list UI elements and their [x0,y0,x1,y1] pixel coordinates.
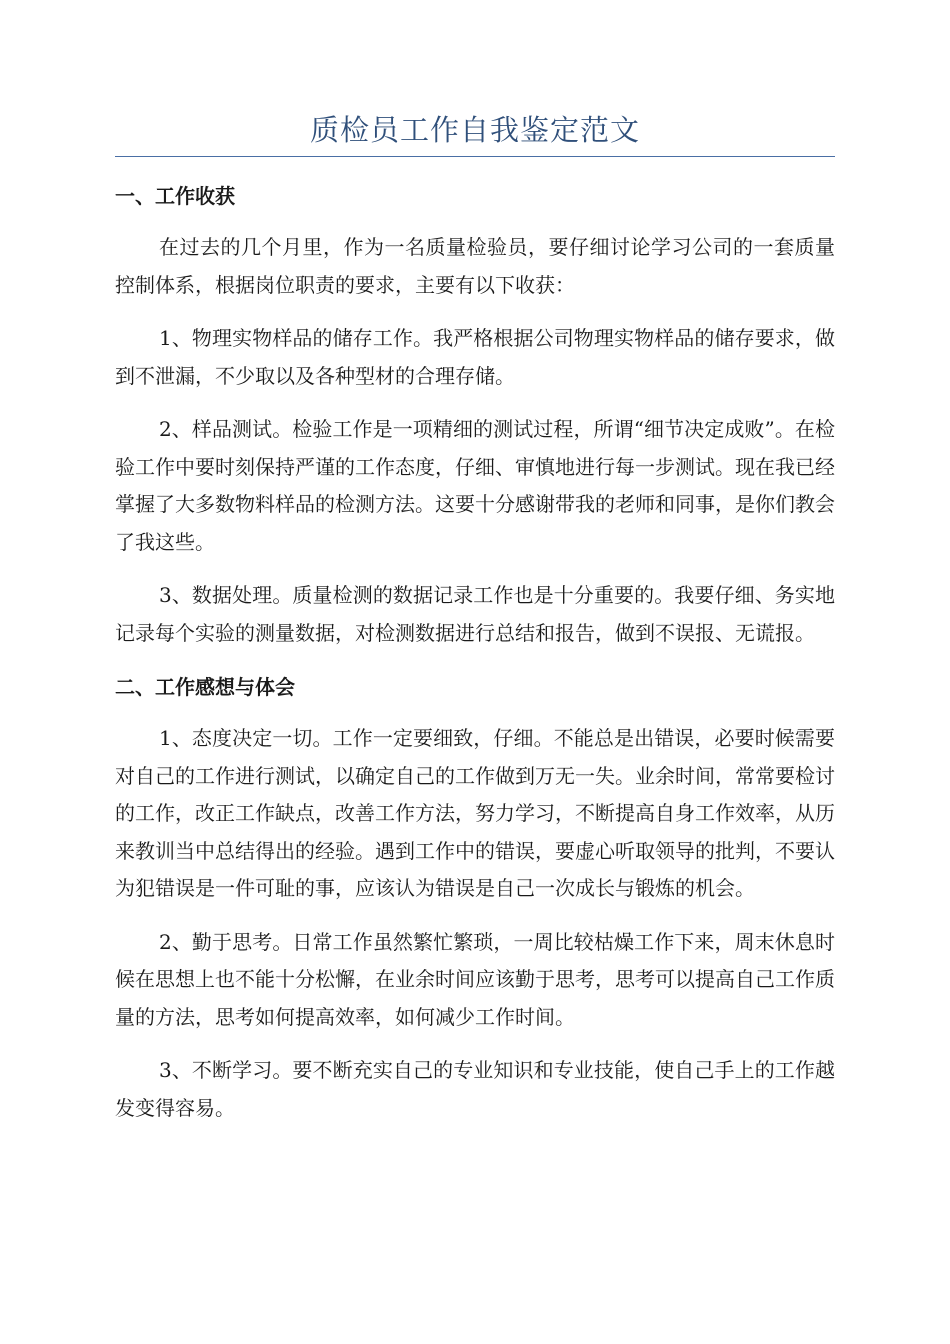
section-heading-reflections: 二、工作感想与体会 [115,675,295,699]
document-page [115,110,835,1127]
paragraph-attitude: 1、态度决定一切。工作一定要细致，仔细。不能总是出错误，必要时候需要对自己的工作进行测试，以确定自己的工作做到万无一失。业余时间，常常要检讨的工作，改正工作缺点，改善工作方法，努力学习，不断提高自身工作效率，从历来教训当中总结得出的经验。遇到工作中的错误，要虚心听取领导的批判，不要认为犯错误是一件可耻的事，应该认为错误是自己一次成长与锻炼的机会。 [115,726,835,900]
paragraph-learning: 3、不断学习。要不断充实自己的专业知识和专业技能，使自己手上的工作越发变得容易。 [115,1058,835,1120]
document-title: 质检员工作自我鉴定范文 [115,110,835,157]
paragraph-intro: 在过去的几个月里，作为一名质量检验员，要仔细讨论学习公司的一套质量控制体系，根据岗位职责的要求，主要有以下收获： [115,235,835,297]
section-heading-gains: 一、工作收获 [115,184,235,208]
paragraph-thinking: 2、勤于思考。日常工作虽然繁忙繁琐，一周比较枯燥工作下来，周末休息时候在思想上也不能十分松懈，在业余时间应该勤于思考，思考可以提高自己工作质量的方法，思考如何提高效率，如何减少工作时间。 [115,929,835,1029]
paragraph-sample-testing: 2、样品测试。检验工作是一项精细的测试过程，所谓“细节决定成败”。在检验工作中要时刻保持严谨的工作态度，仔细、审慎地进行每一步测试。现在我已经掌握了大多数物料样品的检测方法。这要十分感谢带我的老师和同事，是你们教会了我这些。 [115,417,835,554]
paragraph-sample-storage: 1、物理实物样品的储存工作。我严格根据公司物理实物样品的储存要求，做到不泄漏，不少取以及各种型材的合理存储。 [115,326,835,388]
paragraph-data-processing: 3、数据处理。质量检测的数据记录工作也是十分重要的。我要仔细、务实地记录每个实验的测量数据，对检测数据进行总结和报告，做到不误报、无谎报。 [115,583,835,645]
